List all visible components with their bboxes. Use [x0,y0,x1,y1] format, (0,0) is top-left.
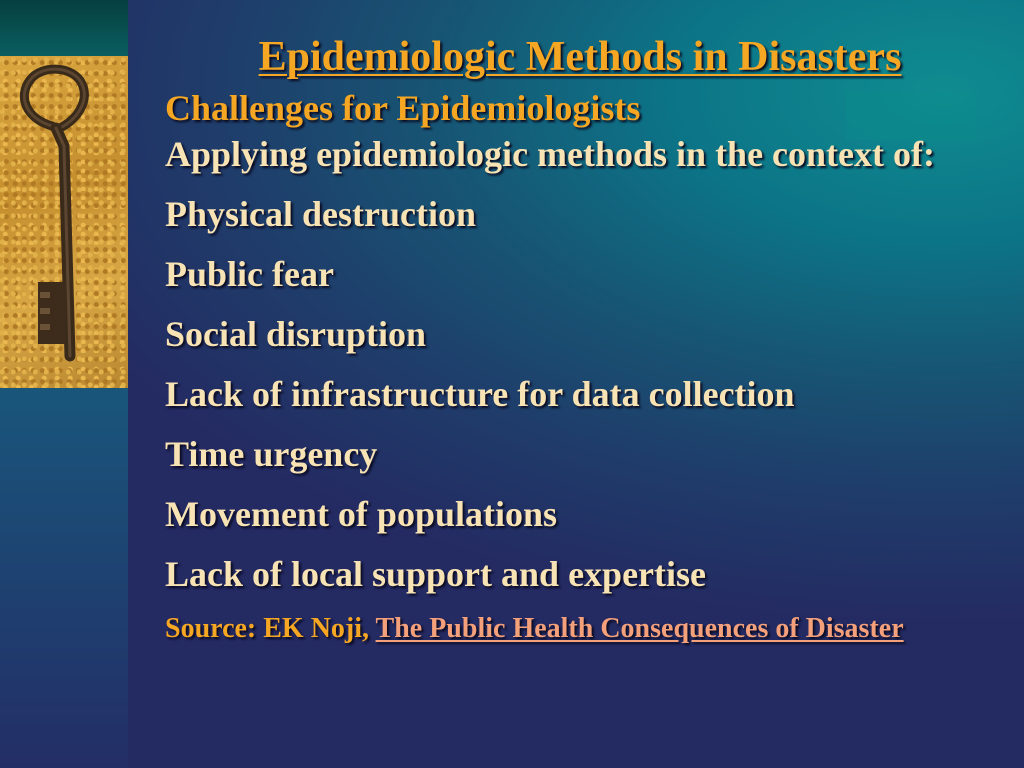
source-prefix: Source: EK Noji, [165,613,376,644]
bullet-item: Lack of local support and expertise [165,554,707,594]
bullet-item: Applying epidemiologic methods in the context of: [165,134,935,174]
bullet-item: Movement of populations [165,494,558,534]
key-photo [0,56,128,388]
source-link[interactable]: The Public Health Consequences of Disaster [375,613,904,644]
left-decorative-strip [0,0,128,768]
source-citation [165,610,985,648]
bullet-item: Time urgency [165,434,378,474]
slide-content [165,28,985,648]
left-strip-top-band [0,0,128,56]
key-icon [0,56,128,388]
bullet-item: Social disruption [165,314,427,354]
slide-title: Epidemiologic Methods in Disasters [258,34,902,80]
bullet-item: Public fear [165,254,334,294]
bullet-item: Lack of infrastructure for data collection [165,374,795,414]
slide-subtitle: Challenges for Epidemiologists [165,88,641,128]
bullet-item: Physical destruction [165,194,476,234]
